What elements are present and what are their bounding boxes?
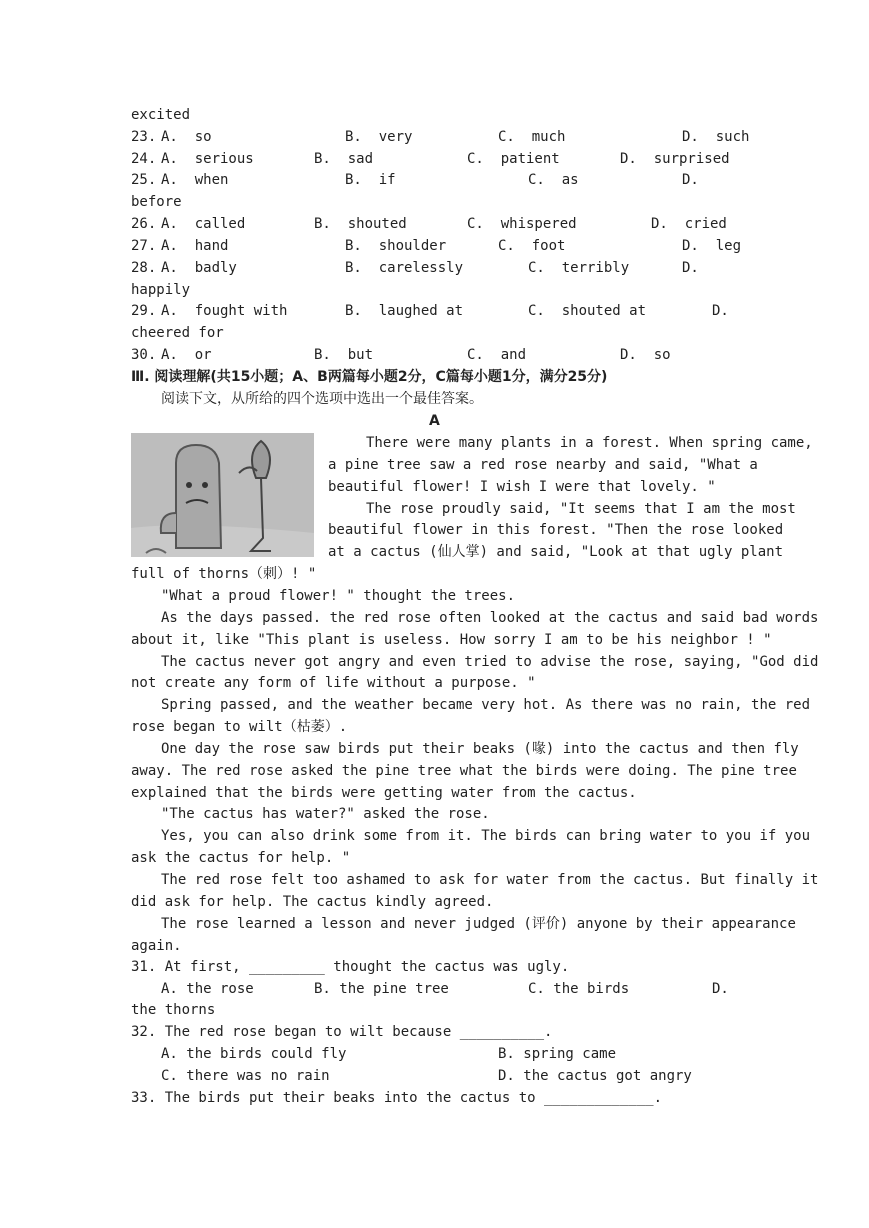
passage-line: The cactus never got angry and even tried to advise the rose, saying, "God did: [161, 653, 819, 670]
question-number: 28.: [131, 260, 157, 276]
question-number: 26.: [131, 216, 157, 232]
question-number: 23.: [131, 129, 157, 145]
option-d: D. leg: [682, 238, 742, 254]
q31-option-d-wrap: the thorns: [131, 1002, 216, 1018]
q33-stem: 33. The birds put their beaks into the cactus to _____________.: [131, 1090, 663, 1106]
option-c: C. shouted at: [528, 303, 647, 319]
q32-stem: 32. The red rose began to wilt because __________.: [131, 1024, 553, 1040]
option-d: D.: [712, 303, 729, 319]
option-a: A. or: [161, 347, 212, 363]
option-d: D.: [682, 172, 699, 188]
q32-option-a: A. the birds could fly: [161, 1046, 347, 1062]
option-d: D. so: [620, 347, 671, 363]
option-a: A. fought with: [161, 303, 288, 319]
option-b: B. if: [345, 172, 396, 188]
option-a: A. hand: [161, 238, 229, 254]
q31-option-a: A. the rose: [161, 981, 254, 997]
option-b: B. shoulder: [345, 238, 447, 254]
option-b: B. carelessly: [345, 260, 464, 276]
passage-line: explained that the birds were getting water from the cactus.: [131, 784, 637, 801]
passage-line: not create any form of life without a purpose. ": [131, 675, 536, 692]
option-d-wrap: happily: [131, 282, 191, 298]
question-number: 30.: [131, 347, 157, 363]
option-c: C. whispered: [467, 216, 577, 232]
question-number: 29.: [131, 303, 157, 319]
instruction: 阅读下文，从所给的四个选项中选出一个最佳答案。: [161, 391, 483, 407]
q32-option-c: C. there was no rain: [161, 1068, 330, 1084]
passage-line: "What a proud flower! " thought the trees.: [161, 587, 516, 604]
q31-stem: 31. At first, _________ thought the cactus was ugly.: [131, 959, 570, 975]
q31-option-b: B. the pine tree: [314, 981, 449, 997]
question-number: 27.: [131, 238, 157, 254]
option-c: C. foot: [498, 238, 566, 254]
passage-line: again.: [131, 937, 182, 954]
passage-line: about it, like "This plant is useless. How sorry I am to be his neighbor ! ": [131, 631, 772, 648]
option-a: A. serious: [161, 151, 254, 167]
passage-line: The rose proudly said, "It seems that I am the most: [366, 500, 796, 517]
option-d: D.: [682, 260, 699, 276]
q31-option-c: C. the birds: [528, 981, 630, 997]
option-c: C. and: [467, 347, 527, 363]
cactus-illustration: [131, 433, 314, 557]
option-d: D. cried: [651, 216, 727, 232]
section-heading: Ⅲ. 阅读理解(共15小题；A、B两篇每小题2分，C篇每小题1分，满分25分): [131, 369, 608, 385]
passage-line: did ask for help. The cactus kindly agreed.: [131, 893, 494, 910]
question-number: 25.: [131, 172, 157, 188]
option-d: D. surprised: [620, 151, 730, 167]
option-d-wrap: before: [131, 194, 182, 210]
top-line: excited: [131, 107, 191, 123]
option-b: B. very: [345, 129, 413, 145]
cactus-and-rose-icon: [131, 433, 314, 557]
option-c: C. much: [498, 129, 566, 145]
passage-line: There were many plants in a forest. When spring came,: [366, 435, 813, 451]
passage-line: ask the cactus for help. ": [131, 850, 351, 867]
option-b: B. but: [314, 347, 374, 363]
passage-line: beautiful flower in this forest. "Then the rose looked: [328, 522, 784, 539]
question-number: 24.: [131, 151, 157, 167]
passage-line: a pine tree saw a red rose nearby and said, "What a: [328, 456, 758, 473]
option-c: C. as: [528, 172, 579, 188]
q32-option-d: D. the cactus got angry: [498, 1068, 692, 1084]
passage-line: One day the rose saw birds put their beaks (喙) into the cactus and then fly: [161, 740, 799, 757]
passage-letter: A: [429, 413, 440, 429]
option-a: A. called: [161, 216, 246, 232]
passage-line: beautiful flower! I wish I were that lovely. ": [328, 478, 716, 495]
option-d: D. such: [682, 129, 750, 145]
option-a: A. when: [161, 172, 229, 188]
passage-line: The red rose felt too ashamed to ask for water from the cactus. But finally it: [161, 872, 819, 888]
option-a: A. badly: [161, 260, 237, 276]
option-b: B. shouted: [314, 216, 407, 232]
option-c: C. terribly: [528, 260, 630, 276]
passage-line: The rose learned a lesson and never judged (评价) anyone by their appearance: [161, 915, 796, 932]
option-b: B. laughed at: [345, 303, 464, 319]
option-d-wrap: cheered for: [131, 325, 224, 341]
q31-option-d: D.: [712, 981, 729, 997]
passage-line: Yes, you can also drink some from it. The birds can bring water to you if you: [161, 828, 811, 845]
q32-option-b: B. spring came: [498, 1046, 617, 1062]
passage-line: Spring passed, and the weather became very hot. As there was no rain, the red: [161, 697, 811, 714]
passage-line: rose began to wilt（枯萎）.: [131, 719, 348, 736]
option-a: A. so: [161, 129, 212, 145]
passage-line: full of thorns（刺）! ": [131, 566, 317, 583]
passage-line: "The cactus has water?" asked the rose.: [161, 806, 490, 823]
passage-line: at a cactus (仙人掌) and said, "Look at that ugly plant: [328, 544, 784, 561]
passage-line: As the days passed. the red rose often looked at the cactus and said bad words: [161, 609, 819, 626]
option-c: C. patient: [467, 151, 560, 167]
option-b: B. sad: [314, 151, 374, 167]
passage-line: away. The red rose asked the pine tree what the birds were doing. The pine tree: [131, 762, 797, 779]
